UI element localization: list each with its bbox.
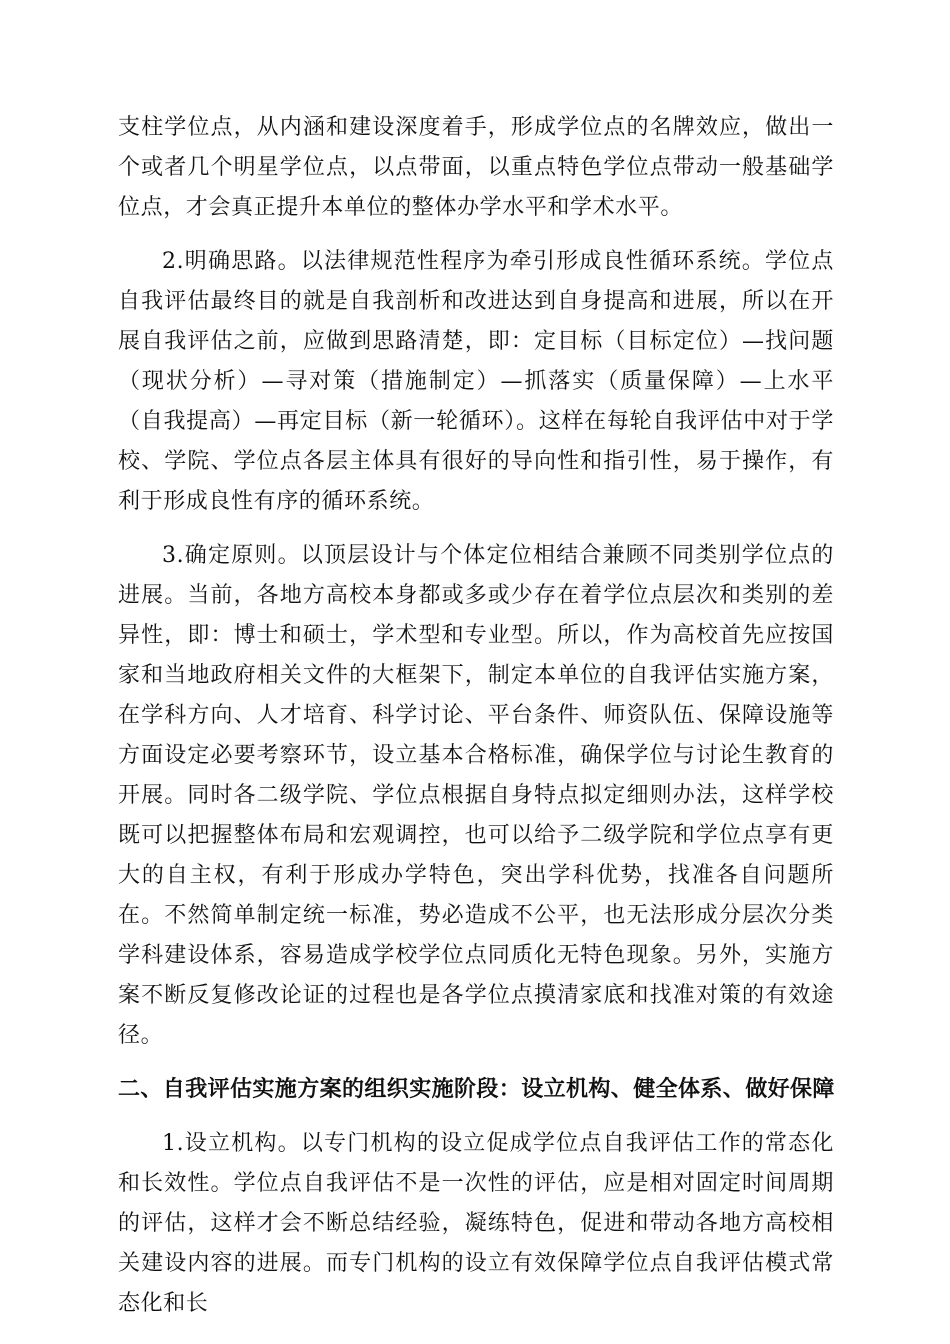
document-page <box>118 108 834 1338</box>
section-heading: 二、自我评估实施方案的组织实施阶段：设立机构、健全体系、做好保障 <box>118 1077 835 1102</box>
paragraph-clarify-approach: 2.明确思路。以法律规范性程序为牵引形成良性循环系统。学位点自我评估最终目的就是自我剖析和改进达到自身提高和进展，所以在开展自我评估之前，应做到思路清楚，即：定目标（目标定位）—找问题（现状分析）—寻对策（措施制定）—抓落实（质量保障）—上水平（自我提高）—再定目标（新一轮循环）。这样在每轮自我评估中对于学校、学院、学位点各层主体具有很好的导向性和指引性，易于操作，有利于形成良性有序的循环系统。 <box>118 249 834 514</box>
paragraph-continuation: 支柱学位点，从内涵和建设深度着手，形成学位点的名牌效应，做出一个或者几个明星学位点，以点带面，以重点特色学位点带动一般基础学位点，才会真正提升本单位的整体办学水平和学术水平。 <box>118 115 834 220</box>
paragraph-determine-principles: 3.确定原则。以顶层设计与个体定位相结合兼顾不同类别学位点的进展。当前，各地方高校本身都或多或少存在着学位点层次和类别的差异性，即：博士和硕士，学术型和专业型。所以，作为高校首先应按国家和当地政府相关文件的大框架下，制定本单位的自我评估实施方案，在学科方向、人才培育、科学讨论、平台条件、师资队伍、保障设施等方面设定必要考察环节，设立基本合格标准，确保学位与讨论生教育的开展。同时各二级学院、学位点根据自身特点拟定细则办法，这样学校既可以把握整体布局和宏观调控，也可以给予二级学院和学位点享有更大的自主权，有利于形成办学特色，突出学科优势，找准各自问题所在。不然简单制定统一标准，势必造成不公平，也无法形成分层次分类学科建设体系，容易造成学校学位点同质化无特色现象。另外，实施方案不断反复修改论证的过程也是各学位点摸清家底和找准对策的有效途径。 <box>118 543 834 1048</box>
paragraph-set-up-institution: 1.设立机构。以专门机构的设立促成学位点自我评估工作的常态化和长效性。学位点自我评估不是一次性的评估，应是相对固定时间周期的评估，这样才会不断总结经验，凝练特色，促进和带动各地方高校相关建设内容的进展。而专门机构的设立有效保障学位点自我评估模式常态化和长 <box>118 1131 834 1316</box>
